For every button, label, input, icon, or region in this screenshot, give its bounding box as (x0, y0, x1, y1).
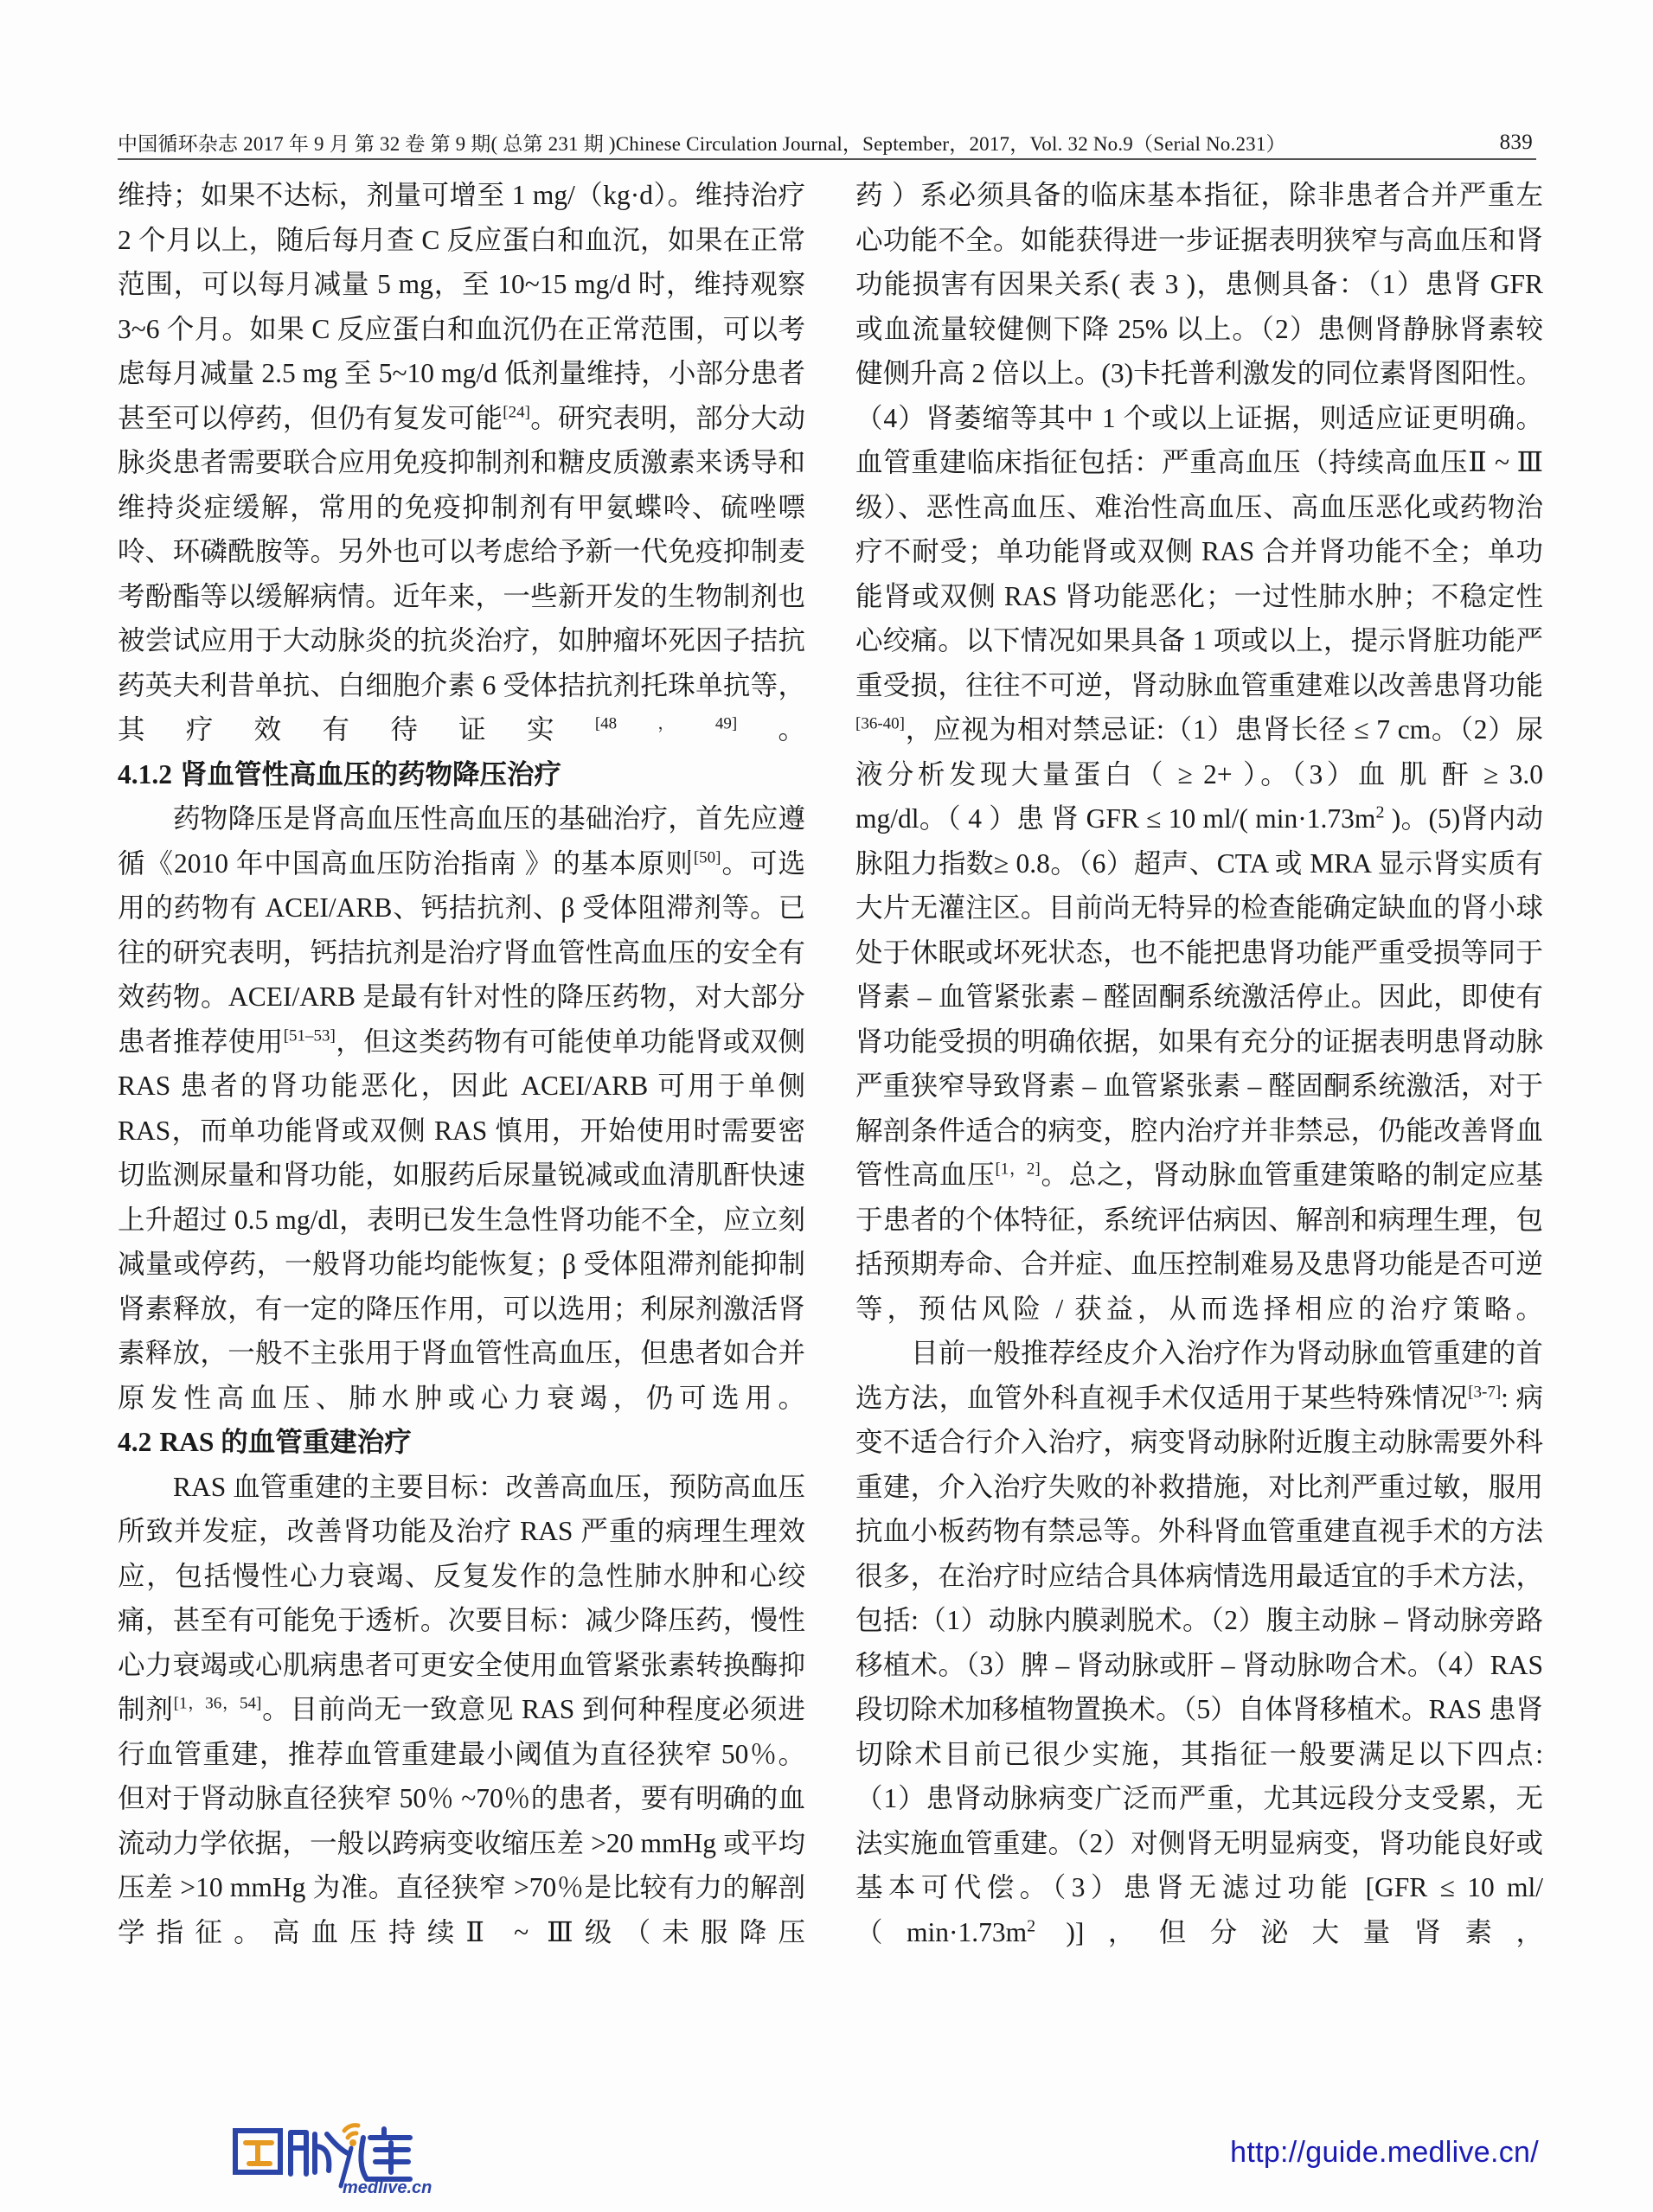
left-column (118, 173, 805, 1954)
text-run: ，应视为相对禁忌证:（1）患肾长径 ≤ 7 cm。（2）尿液分析发现大量蛋白（ ≥ 2+ ）。（3）血 肌 酐 ≥ 3.0 mg/dl。（ 4 ）患 肾 GFR ≤ 10 ml/( min·1.73m (855, 714, 1543, 834)
text-run: 目前一般推荐经皮介入治疗作为肾动脉血管重建的首选方法，血管外科直视手术仅适用于某些特殊情况 (855, 1338, 1543, 1413)
section-number: 4.2 (118, 1427, 152, 1457)
page-number: 839 (1499, 131, 1533, 154)
text-run: )]，但分泌大量肾素， (1035, 1916, 1543, 1947)
medlive-logo-subtext: medlive.cn (343, 2178, 432, 2197)
section-title: RAS 的血管重建治疗 (159, 1427, 412, 1457)
paragraph-continuation (118, 173, 805, 752)
body-columns (118, 173, 1543, 1954)
reference-marker: [51–53] (283, 1026, 336, 1045)
paragraph-surgical-options (855, 1331, 1543, 1954)
section-number: 4.1.2 (118, 758, 172, 790)
reference-marker: [48，49] (594, 714, 738, 733)
text-run: 药 ）系必须具备的临床基本指征，除非患者合并严重左心功能不全。如能获得进一步证据表明狭窄与高血压和肾功能损害有因果关系( 表 3 )，患侧具备：（1）患肾 GFR 或血流量较健侧下降 25% 以上。（2）患侧肾静脉肾素较健侧升高 2 倍以上。(3)卡托普利激发的同位素肾图阳性。（4）肾萎缩等其中 1 个或以上证据，则适应证更明确。血管重建临床指征包括：严重高血压（持续高血压Ⅱ ~ Ⅲ级）、恶性高血压、难治性高血压、高血压恶化或药物治疗不耐受；单功能肾或双侧 RAS 合并肾功能不全；单功能肾或双侧 RAS 肾功能恶化；一过性肺水肿；不稳定性心绞痛。以下情况如果具备 1 项或以上，提示肾脏功能严重受损，往往不可逆，肾动脉血管重建难以改善患肾功能 (855, 180, 1543, 700)
reference-marker: [50] (693, 848, 721, 866)
running-head-title: 中国循环杂志 2017 年 9 月 第 32 卷 第 9 期( 总第 231 期 )Chinese Circulation Journal，September，2017，Vol. 32 No.9（Serial No.231） (118, 132, 1286, 155)
reference-marker: [3-7] (1468, 1383, 1502, 1401)
text-run: 。目前尚无一致意见 RAS 到何种程度必须进行血管重建，推荐血管重建最小阈值为直径狭窄 50％。但对于肾动脉直径狭窄 50％ ~70％的患者，要有明确的血流动力学依据，一般以跨病变收缩压差 >20 mmHg 或平均压差 >10 mmHg 为准。直径狭窄 >70％是比较有力的解剖学指征。高血压持续Ⅱ ~ Ⅲ级（未服降压 (118, 1694, 805, 1947)
section-heading-4-2 (118, 1420, 805, 1465)
text-run: 。总之，肾动脉血管重建策略的制定应基于患者的个体特征，系统评估病因、解剖和病理生理，包括预期寿命、合并症、血压控制难易及患肾功能是否可逆等，预估风险 / 获益，从而选择相应的治疗策略。 (855, 1160, 1543, 1324)
superscript-exponent: 2 (1027, 1916, 1036, 1935)
reference-marker: [1，36，54] (173, 1694, 262, 1713)
text-run: 。研究表明，部分大动脉炎患者需要联合应用免疫抑制剂和糖皮质激素来诱导和维持炎症缓解，常用的免疫抑制剂有甲氨蝶呤、硫唑嘌呤、环磷酰胺等。另外也可以考虑给予新一代免疫抑制麦考酚酯等以缓解病情。近年来，一些新开发的生物制剂也被尝试应用于大动脉炎的抗炎治疗，如肿瘤坏死因子拮抗药英夫利昔单抗、白细胞介素 6 受体拮抗剂托珠单抗等，其疗效有待证实 (118, 402, 805, 745)
text-run: ，但这类药物有可能使单功能肾或双侧 RAS 患者的肾功能恶化，因此 ACEI/ARB 可用于单侧 RAS，而单功能肾或双侧 RAS 慎用，开始使用时需要密切监测尿量和肾功能，如服药后尿量锐减或血清肌酐快速上升超过 0.5 mg/dl，表明已发生急性肾功能不全，应立刻减量或停药，一般肾功能均能恢复；β 受体阻滞剂能抑制肾素释放，有一定的降压作用，可以选用；利尿剂激活肾素释放，一般不主张用于肾血管性高血压，但患者如合并原发性高血压、肺水肿或心力衰竭，仍可选用。 (118, 1026, 805, 1413)
reference-marker: [36-40] (855, 714, 905, 733)
paragraph-revascularization-goals (118, 1465, 805, 1955)
medlive-logo (232, 2120, 448, 2198)
reference-marker: [24] (503, 403, 530, 421)
text-run: 维持；如果不达标，剂量可增至 1 mg/（kg·d）。维持治疗 2 个月以上，随后每月查 C 反应蛋白和血沉，如果在正常范围，可以每月减量 5 mg，至 10~15 mg/d 时，维持观察 3~6 个月。如果 C 反应蛋白和血沉仍在正常范围，可以考虑每月减量 2.5 mg 至 5~10 mg/d 低剂量维持，小部分患者甚至可以停药，但仍有复发可能 (118, 180, 805, 433)
medlive-logo-icon (232, 2120, 448, 2198)
text-run: 。 (737, 714, 805, 745)
superscript-exponent: 2 (1375, 802, 1385, 822)
section-heading-4-1-2 (118, 752, 805, 797)
paragraph-drug-therapy (118, 796, 805, 1420)
reference-marker: [1，2] (995, 1160, 1041, 1179)
text-run: 药物降压是肾高血压性高血压的基础治疗，首先应遵循《2010 年中国高血压防治指南 》的基本原则 (118, 803, 805, 879)
text-run: : 病变不适合行介入治疗，病变肾动脉附近腹主动脉需要外科重建，介入治疗失败的补救措施，对比剂严重过敏，服用抗血小板药物有禁忌等。外科肾血管重建直视手术的方法很多，在治疗时应结合具体病情选用最适宜的手术方法，包括:（1）动脉内膜剥脱术。（2）腹主动脉 – 肾动脉旁路移植术。（3）脾 – 肾动脉或肝 – 肾动脉吻合术。（4）RAS 段切除术加移植物置换术。（5）自体肾移植术。RAS 患肾切除术目前已很少实施，其指征一般要满足以下四点:（1）患肾动脉病变广泛而严重，尤其远段分支受累，无法实施血管重建。（2）对侧肾无明显病变，肾功能良好或基本可代偿。（3）患肾无滤过功能 [GFR ≤ 10 ml/（min·1.73m (855, 1382, 1543, 1947)
text-run: )。(5)肾内动脉阻力指数≥ 0.8。（6）超声、CTA 或 MRA 显示肾实质有大片无灌注区。目前尚无特异的检查能确定缺血的肾小球处于休眠或坏死状态，也不能把患肾功能严重受损等同于肾素 – 血管紧张素 – 醛固酮系统激活停止。因此，即使有肾功能受损的明确依据，如果有充分的证据表明患肾动脉严重狭窄导致肾素 – 血管紧张素 – 醛固酮系统激活，对于解剖条件适合的病变，腔内治疗并非禁忌，仍能改善肾血管性高血压 (855, 803, 1543, 1190)
footer-url[interactable]: http://guide.medlive.cn/ (1230, 2136, 1539, 2169)
section-title: 肾血管性高血压的药物降压治疗 (180, 758, 562, 790)
text-run: RAS 血管重建的主要目标：改善高血压，预防高血压所致并发症，改善肾功能及治疗 RAS 严重的病理生理效应，包括慢性心力衰竭、反复发作的急性肺水肿和心绞痛，甚至有可能免于透析。次要目标：减少降压药，慢性心力衰竭或心肌病患者可更安全使用血管紧张素转换酶抑制剂 (118, 1471, 805, 1724)
text-run: 。可选用的药物有 ACEI/ARB、钙拮抗剂、β 受体阻滞剂等。已往的研究表明，钙拮抗剂是治疗肾血管性高血压的安全有效药物。ACEI/ARB 是最有针对性的降压药物，对大部分患者推荐使用 (118, 847, 805, 1057)
paragraph-indications (855, 173, 1543, 1331)
running-head (118, 115, 1536, 160)
right-column (855, 173, 1543, 1954)
